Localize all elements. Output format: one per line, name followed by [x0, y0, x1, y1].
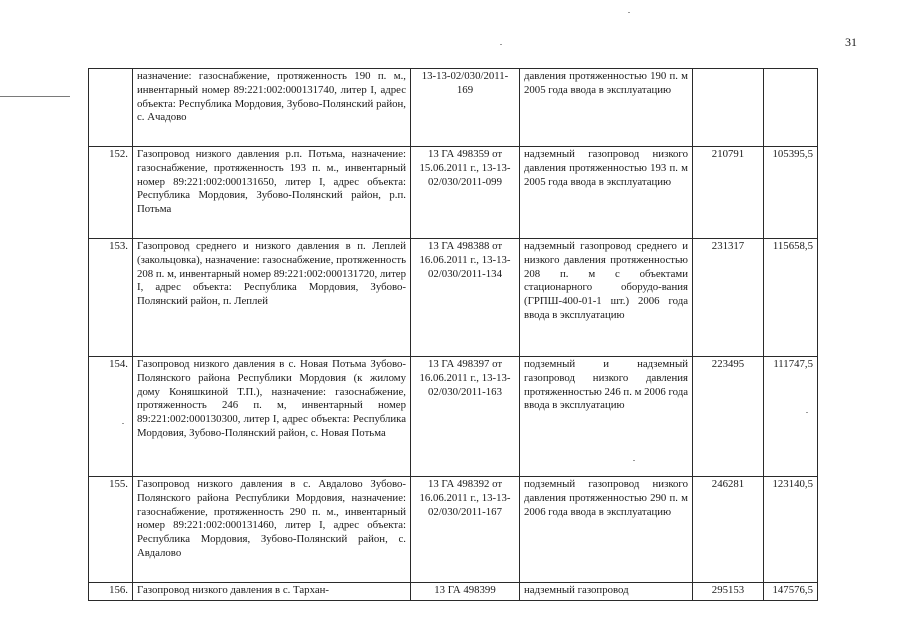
- property-register-table: [88, 68, 818, 601]
- value-cell-2: 123140,5: [764, 477, 818, 583]
- table-row: [89, 357, 818, 477]
- page-number: 31: [845, 35, 857, 49]
- object-description: Газопровод низкого давления в с. Авдалово Зубово-Полянского района Республики Мордовия, назначение: газоснабжение, протяженность 290 п. м., инвентарный номер 89:221:002:000131460, литер I, адрес объекта: Республика Мордовия, Зубово-Полянский район, с. Авдалово: [133, 477, 411, 583]
- object-characteristics: подземный и надземный газопровод низкого давления протяженностью 246 п. м 2006 года ввода в эксплуатацию: [520, 357, 693, 477]
- object-characteristics: надземный газопровод среднего и низкого давления протяженностью 208 п. м с объектами стационарного оборудо-вания (ГРПШ-400-01-1 шт.) 2006 года ввода в эксплуатацию: [520, 239, 693, 357]
- table-row: [89, 239, 818, 357]
- table-row: [89, 477, 818, 583]
- scan-artifact-line: [0, 96, 70, 97]
- registration-record: 13 ГА 498399: [411, 583, 520, 601]
- value-cell-2: 115658,5: [764, 239, 818, 357]
- value-cell: 223495: [693, 357, 764, 477]
- scan-speck: [500, 44, 502, 45]
- object-description: Газопровод низкого давления р.п. Потьма, назначение: газоснабжение, протяженность 193 п. м., инвентарный номер 89:221:002:000131650, литер I, адрес объекта: Республика Мордовия, Зубово-Полянский район, р.п. Потьма: [133, 147, 411, 239]
- registration-record: 13 ГА 498392 от 16.06.2011 г., 13-13-02/030/2011-167: [411, 477, 520, 583]
- value-cell-2: 147576,5: [764, 583, 818, 601]
- registration-record: 13 ГА 498397 от 16.06.2011 г., 13-13-02/030/2011-163: [411, 357, 520, 477]
- value-cell-2: 111747,5: [764, 357, 818, 477]
- row-number: 154.: [89, 357, 133, 477]
- value-cell: [693, 69, 764, 147]
- object-characteristics: подземный газопровод низкого давления протяженностью 290 п. м 2006 года ввода в эксплуатацию: [520, 477, 693, 583]
- row-number: 152.: [89, 147, 133, 239]
- object-characteristics: надземный газопровод низкого давления протяженностью 193 п. м 2005 года ввода в эксплуатацию: [520, 147, 693, 239]
- row-number: [89, 69, 133, 147]
- table-row: [89, 69, 818, 147]
- scan-speck: [628, 12, 630, 13]
- value-cell-2: [764, 69, 818, 147]
- object-description: назначение: газоснабжение, протяженность 190 п. м., инвентарный номер 89:221:002:000131740, литер I, адрес объекта: Республика Мордовия, Зубово-Полянский район, с. Ачадово: [133, 69, 411, 147]
- object-description: Газопровод низкого давления в с. Тархан-: [133, 583, 411, 601]
- object-characteristics: надземный газопровод: [520, 583, 693, 601]
- value-cell: 231317: [693, 239, 764, 357]
- object-characteristics: давления протяженностью 190 п. м 2005 года ввода в эксплуатацию: [520, 69, 693, 147]
- object-description: Газопровод среднего и низкого давления в п. Леплей (закольцовка), назначение: газоснабжение, протяженность 208 п. м, инвентарный номер 89:221:002:000131720, литер I, адрес объекта: Республика Мордовия, Зубово-Полянский район, п. Леплей: [133, 239, 411, 357]
- value-cell: 295153: [693, 583, 764, 601]
- row-number: 153.: [89, 239, 133, 357]
- table-row: [89, 147, 818, 239]
- registration-record: 13-13-02/030/2011-169: [411, 69, 520, 147]
- object-description: Газопровод низкого давления в с. Новая Потьма Зубово-Полянского района Республики Мордовия (к жилому дому Коняшкиной Т.П.), назначение: газоснабжение, протяженность 246 п. м, инвентарный номер 89:221:002:000130300, литер I, адрес объекта: Республика Мордовия, Зубово-Полянский район, с. Новая Потьма: [133, 357, 411, 477]
- registration-record: 13 ГА 498388 от 16.06.2011 г., 13-13-02/030/2011-134: [411, 239, 520, 357]
- value-cell-2: 105395,5: [764, 147, 818, 239]
- row-number: 156.: [89, 583, 133, 601]
- value-cell: 210791: [693, 147, 764, 239]
- table-row: [89, 583, 818, 601]
- value-cell: 246281: [693, 477, 764, 583]
- row-number: 155.: [89, 477, 133, 583]
- registration-record: 13 ГА 498359 от 15.06.2011 г., 13-13-02/030/2011-099: [411, 147, 520, 239]
